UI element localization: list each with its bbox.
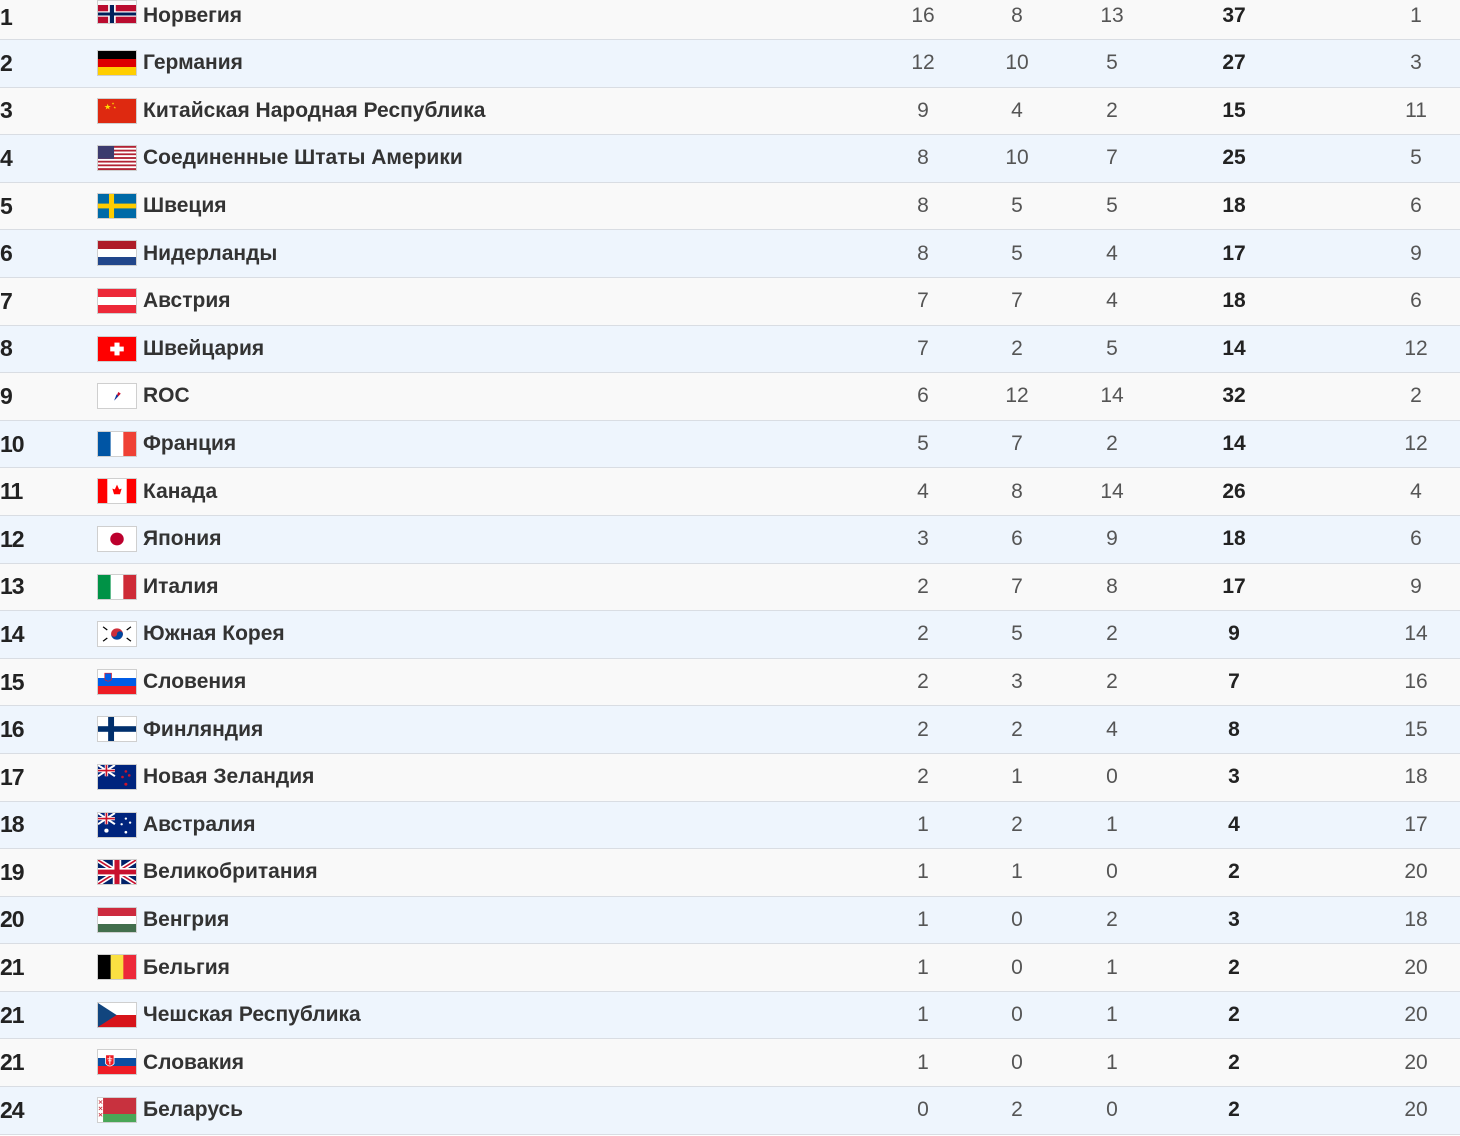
total-place: 6 bbox=[1410, 194, 1422, 218]
rank-cell: 24 bbox=[0, 1096, 24, 1123]
bronze-count: 0 bbox=[1106, 1098, 1118, 1122]
silver-count: 0 bbox=[1011, 955, 1023, 979]
silver-count: 7 bbox=[1011, 289, 1023, 313]
bronze-count: 2 bbox=[1106, 98, 1118, 122]
table-row bbox=[0, 706, 1460, 754]
total-place: 16 bbox=[1404, 670, 1428, 694]
bronze-count: 5 bbox=[1106, 336, 1118, 360]
silver-count: 5 bbox=[1011, 241, 1023, 265]
flag-icon bbox=[97, 383, 137, 409]
total-place: 14 bbox=[1404, 622, 1428, 646]
bronze-count: 0 bbox=[1106, 860, 1118, 884]
rank-cell: 7 bbox=[0, 287, 12, 314]
silver-count: 2 bbox=[1011, 336, 1023, 360]
rank-cell: 18 bbox=[0, 811, 24, 838]
flag-icon bbox=[97, 954, 137, 980]
silver-count: 7 bbox=[1011, 432, 1023, 456]
country-name: Соединенные Штаты Америки bbox=[143, 146, 463, 170]
gold-count: 6 bbox=[917, 384, 929, 408]
silver-count: 1 bbox=[1011, 860, 1023, 884]
country-name: Япония bbox=[143, 527, 222, 551]
table-row bbox=[0, 849, 1460, 897]
table-row bbox=[0, 516, 1460, 564]
gold-count: 2 bbox=[917, 622, 929, 646]
gold-count: 3 bbox=[917, 527, 929, 551]
country-name: Беларусь bbox=[143, 1098, 244, 1122]
gold-count: 1 bbox=[917, 860, 929, 884]
table-row bbox=[0, 468, 1460, 516]
gold-count: 7 bbox=[917, 289, 929, 313]
bronze-count: 4 bbox=[1106, 289, 1118, 313]
table-row bbox=[0, 611, 1460, 659]
bronze-count: 14 bbox=[1100, 384, 1124, 408]
country-name: Швеция bbox=[143, 194, 227, 218]
country-name: Китайская Народная Республика bbox=[143, 98, 486, 122]
silver-count: 0 bbox=[1011, 1050, 1023, 1074]
rank-cell: 20 bbox=[0, 906, 24, 933]
total-place: 20 bbox=[1404, 955, 1428, 979]
table-row bbox=[0, 802, 1460, 850]
gold-count: 8 bbox=[917, 194, 929, 218]
table-row bbox=[0, 0, 1460, 40]
total-count: 32 bbox=[1222, 384, 1246, 408]
flag-icon bbox=[97, 288, 137, 314]
country-name: Норвегия bbox=[143, 4, 243, 27]
country-name: Нидерланды bbox=[143, 241, 278, 265]
total-place: 1 bbox=[1410, 4, 1422, 27]
gold-count: 1 bbox=[917, 955, 929, 979]
gold-count: 1 bbox=[917, 907, 929, 931]
bronze-count: 13 bbox=[1100, 4, 1124, 27]
total-count: 2 bbox=[1228, 1098, 1240, 1122]
total-place: 20 bbox=[1404, 1050, 1428, 1074]
gold-count: 2 bbox=[917, 717, 929, 741]
gold-count: 2 bbox=[917, 670, 929, 694]
total-count: 3 bbox=[1228, 907, 1240, 931]
silver-count: 1 bbox=[1011, 765, 1023, 789]
silver-count: 2 bbox=[1011, 717, 1023, 741]
country-name: Венгрия bbox=[143, 907, 230, 931]
flag-icon bbox=[97, 669, 137, 695]
flag-icon bbox=[97, 859, 137, 885]
rank-cell: 10 bbox=[0, 430, 24, 457]
svg-text:★: ★ bbox=[113, 105, 117, 110]
rank-cell: 14 bbox=[0, 620, 24, 647]
total-count: 25 bbox=[1222, 146, 1246, 170]
country-name: Швейцария bbox=[143, 336, 265, 360]
bronze-count: 1 bbox=[1106, 1050, 1118, 1074]
total-count: 17 bbox=[1222, 574, 1246, 598]
bronze-count: 4 bbox=[1106, 241, 1118, 265]
total-place: 18 bbox=[1404, 765, 1428, 789]
gold-count: 0 bbox=[917, 1098, 929, 1122]
gold-count: 16 bbox=[911, 4, 935, 27]
svg-text:★: ★ bbox=[111, 101, 115, 106]
rank-cell: 16 bbox=[0, 716, 24, 743]
total-count: 2 bbox=[1228, 1003, 1240, 1027]
table-row bbox=[0, 88, 1460, 136]
silver-count: 4 bbox=[1011, 98, 1023, 122]
rank-cell: 17 bbox=[0, 763, 24, 790]
country-name: Финляндия bbox=[143, 717, 264, 741]
rank-cell: 3 bbox=[0, 97, 12, 124]
table-row bbox=[0, 230, 1460, 278]
total-place: 12 bbox=[1404, 336, 1428, 360]
svg-text:★: ★ bbox=[103, 102, 112, 111]
flag-icon bbox=[97, 1049, 137, 1075]
total-count: 18 bbox=[1222, 289, 1246, 313]
silver-count: 10 bbox=[1005, 146, 1029, 170]
gold-count: 9 bbox=[917, 98, 929, 122]
total-count: 2 bbox=[1228, 860, 1240, 884]
flag-icon bbox=[97, 478, 137, 504]
silver-count: 7 bbox=[1011, 574, 1023, 598]
rank-cell: 11 bbox=[0, 478, 23, 505]
table-row bbox=[0, 183, 1460, 231]
country-name: Франция bbox=[143, 432, 237, 456]
total-count: 9 bbox=[1228, 622, 1240, 646]
gold-count: 2 bbox=[917, 574, 929, 598]
silver-count: 0 bbox=[1011, 907, 1023, 931]
country-name: Италия bbox=[143, 574, 219, 598]
table-row bbox=[0, 897, 1460, 945]
bronze-count: 1 bbox=[1106, 1003, 1118, 1027]
silver-count: 2 bbox=[1011, 1098, 1023, 1122]
silver-count: 5 bbox=[1011, 622, 1023, 646]
total-place: 3 bbox=[1410, 51, 1422, 75]
rank-cell: 6 bbox=[0, 240, 12, 267]
country-name: Австралия bbox=[143, 812, 256, 836]
flag-icon bbox=[97, 621, 137, 647]
rank-cell: 2 bbox=[0, 49, 12, 76]
table-row bbox=[0, 421, 1460, 469]
flag-icon bbox=[97, 574, 137, 600]
total-count: 7 bbox=[1228, 670, 1240, 694]
gold-count: 8 bbox=[917, 146, 929, 170]
gold-count: 7 bbox=[917, 336, 929, 360]
total-count: 14 bbox=[1222, 336, 1246, 360]
silver-count: 0 bbox=[1011, 1003, 1023, 1027]
total-count: 18 bbox=[1222, 194, 1246, 218]
country-name: Бельгия bbox=[143, 955, 230, 979]
total-count: 18 bbox=[1222, 527, 1246, 551]
gold-count: 1 bbox=[917, 1003, 929, 1027]
total-count: 2 bbox=[1228, 1050, 1240, 1074]
rank-cell: 8 bbox=[0, 335, 12, 362]
table-row bbox=[0, 659, 1460, 707]
table-row bbox=[0, 40, 1460, 88]
total-place: 15 bbox=[1404, 717, 1428, 741]
rank-cell: 21 bbox=[0, 954, 24, 981]
bronze-count: 7 bbox=[1106, 146, 1118, 170]
total-place: 9 bbox=[1410, 574, 1422, 598]
gold-count: 12 bbox=[911, 51, 935, 75]
gold-count: 4 bbox=[917, 479, 929, 503]
total-place: 6 bbox=[1410, 527, 1422, 551]
bronze-count: 4 bbox=[1106, 717, 1118, 741]
country-name: Чешская Республика bbox=[143, 1003, 361, 1027]
total-count: 2 bbox=[1228, 955, 1240, 979]
total-count: 8 bbox=[1228, 717, 1240, 741]
flag-icon bbox=[97, 526, 137, 552]
flag-icon bbox=[97, 145, 137, 171]
total-place: 4 bbox=[1410, 479, 1422, 503]
total-place: 20 bbox=[1404, 860, 1428, 884]
rank-cell: 5 bbox=[0, 192, 12, 219]
total-place: 12 bbox=[1404, 432, 1428, 456]
bronze-count: 1 bbox=[1106, 812, 1118, 836]
total-place: 11 bbox=[1405, 98, 1427, 122]
gold-count: 8 bbox=[917, 241, 929, 265]
table-row bbox=[0, 754, 1460, 802]
total-count: 27 bbox=[1222, 51, 1246, 75]
country-name: Новая Зеландия bbox=[143, 765, 315, 789]
total-place: 5 bbox=[1410, 146, 1422, 170]
rank-cell: 19 bbox=[0, 858, 24, 885]
total-place: 20 bbox=[1404, 1003, 1428, 1027]
total-count: 3 bbox=[1228, 765, 1240, 789]
flag-icon bbox=[97, 0, 137, 24]
gold-count: 2 bbox=[917, 765, 929, 789]
bronze-count: 2 bbox=[1106, 622, 1118, 646]
silver-count: 8 bbox=[1011, 4, 1023, 27]
total-count: 4 bbox=[1228, 812, 1240, 836]
country-name: ROC bbox=[143, 384, 190, 408]
total-count: 15 bbox=[1222, 98, 1246, 122]
country-name: Словакия bbox=[143, 1050, 245, 1074]
bronze-count: 1 bbox=[1106, 955, 1118, 979]
table-row bbox=[0, 278, 1460, 326]
rank-cell: 15 bbox=[0, 668, 24, 695]
table-row bbox=[0, 1087, 1460, 1135]
gold-count: 5 bbox=[917, 432, 929, 456]
total-place: 18 bbox=[1404, 907, 1428, 931]
bronze-count: 14 bbox=[1100, 479, 1124, 503]
table-row bbox=[0, 564, 1460, 612]
silver-count: 10 bbox=[1005, 51, 1029, 75]
flag-icon bbox=[97, 764, 137, 790]
country-name: Австрия bbox=[143, 289, 231, 313]
total-count: 14 bbox=[1222, 432, 1246, 456]
flag-icon bbox=[97, 812, 137, 838]
flag-icon bbox=[97, 193, 137, 219]
flag-icon bbox=[97, 1002, 137, 1028]
country-name: Великобритания bbox=[143, 860, 318, 884]
bronze-count: 8 bbox=[1106, 574, 1118, 598]
flag-icon bbox=[97, 431, 137, 457]
total-place: 17 bbox=[1404, 812, 1428, 836]
flag-icon bbox=[97, 716, 137, 742]
rank-cell: 1 bbox=[0, 4, 12, 30]
silver-count: 2 bbox=[1011, 812, 1023, 836]
rank-cell: 4 bbox=[0, 144, 12, 171]
bronze-count: 5 bbox=[1106, 194, 1118, 218]
rank-cell: 9 bbox=[0, 382, 12, 409]
silver-count: 12 bbox=[1005, 384, 1029, 408]
total-count: 17 bbox=[1222, 241, 1246, 265]
silver-count: 6 bbox=[1011, 527, 1023, 551]
rank-cell: 13 bbox=[0, 573, 24, 600]
table-row bbox=[0, 944, 1460, 992]
country-name: Словения bbox=[143, 670, 247, 694]
country-name: Южная Корея bbox=[143, 622, 285, 646]
total-count: 26 bbox=[1222, 479, 1246, 503]
flag-icon bbox=[97, 50, 137, 76]
bronze-count: 2 bbox=[1106, 907, 1118, 931]
gold-count: 1 bbox=[917, 812, 929, 836]
flag-icon bbox=[97, 1097, 137, 1123]
flag-icon bbox=[97, 240, 137, 266]
bronze-count: 2 bbox=[1106, 670, 1118, 694]
rank-cell: 12 bbox=[0, 525, 24, 552]
table-row bbox=[0, 992, 1460, 1040]
total-place: 9 bbox=[1410, 241, 1422, 265]
flag-icon bbox=[97, 336, 137, 362]
total-count: 37 bbox=[1222, 4, 1246, 27]
table-row bbox=[0, 373, 1460, 421]
table-row bbox=[0, 1039, 1460, 1087]
total-place: 6 bbox=[1410, 289, 1422, 313]
country-name: Канада bbox=[143, 479, 218, 503]
flag-icon bbox=[97, 98, 137, 124]
bronze-count: 0 bbox=[1106, 765, 1118, 789]
flag-icon bbox=[97, 907, 137, 933]
rank-cell: 21 bbox=[0, 1049, 24, 1076]
rank-cell: 21 bbox=[0, 1001, 24, 1028]
bronze-count: 2 bbox=[1106, 432, 1118, 456]
country-name: Германия bbox=[143, 51, 243, 75]
table-row bbox=[0, 326, 1460, 374]
bronze-count: 9 bbox=[1106, 527, 1118, 551]
total-place: 2 bbox=[1410, 384, 1422, 408]
bronze-count: 5 bbox=[1106, 51, 1118, 75]
gold-count: 1 bbox=[917, 1050, 929, 1074]
table-row bbox=[0, 135, 1460, 183]
total-place: 20 bbox=[1404, 1098, 1428, 1122]
silver-count: 8 bbox=[1011, 479, 1023, 503]
silver-count: 3 bbox=[1011, 670, 1023, 694]
silver-count: 5 bbox=[1011, 194, 1023, 218]
